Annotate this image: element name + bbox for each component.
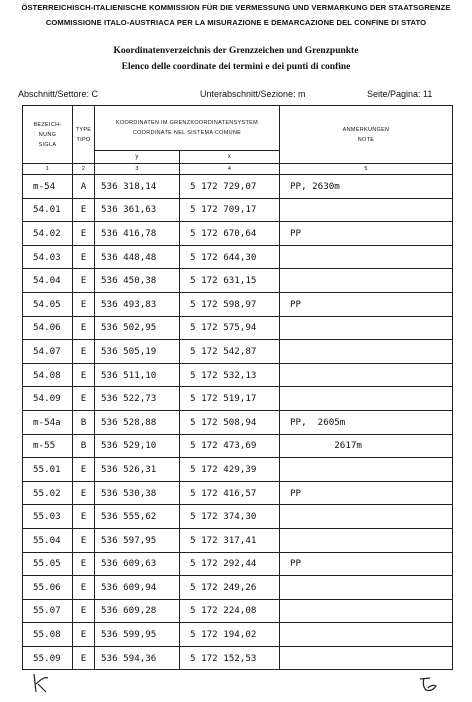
- cell-sigla: 54.04: [23, 269, 73, 293]
- cell-note: [280, 340, 453, 364]
- cell-x: 5 172 317,41: [180, 528, 280, 552]
- cell-note: [280, 269, 453, 293]
- tipo-label-it: TIPO: [76, 136, 91, 143]
- table-row: [23, 434, 453, 458]
- cell-x: 5 172 631,15: [180, 269, 280, 293]
- notes-label-it: NOTE: [357, 136, 375, 143]
- cell-tipo: E: [73, 292, 95, 316]
- cell-tipo: E: [73, 245, 95, 269]
- cell-sigla: 54.05: [23, 292, 73, 316]
- unterabschnitt-label: Unterabschnitt/Sezione: m: [200, 89, 306, 99]
- cell-x: 5 172 532,13: [180, 363, 280, 387]
- table-row: [23, 245, 453, 269]
- header-title-de: ÖSTERREICHISCH-ITALIENISCHE KOMMISSION FÜR DIE VERMESSUNG UND VERMARKUNG DER STAATSGRENZE: [21, 3, 451, 12]
- cell-tipo: B: [73, 434, 95, 458]
- cell-y: 536 609,94: [95, 576, 180, 600]
- column-header-x: x: [180, 151, 280, 164]
- cell-sigla: 55.02: [23, 481, 73, 505]
- table-body: [23, 175, 453, 670]
- subtitle-de: Koordinatenverzeichnis der Grenzzeichen und Grenzpunkte: [113, 46, 359, 56]
- cell-y: 536 530,38: [95, 481, 180, 505]
- sigla-label-de: BEZEICH-NUNG: [33, 121, 62, 138]
- cell-sigla: 54.09: [23, 387, 73, 411]
- cell-y: 536 594,36: [95, 646, 180, 670]
- cell-note: [280, 528, 453, 552]
- column-number-1: 1: [23, 164, 73, 175]
- cell-y: 536 318,14: [95, 175, 180, 199]
- cell-x: 5 172 224,08: [180, 599, 280, 623]
- cell-sigla: 55.08: [23, 623, 73, 647]
- sigla-label-it: SIGLA: [38, 141, 57, 148]
- cell-y: 536 528,88: [95, 410, 180, 434]
- column-header-coordinates: [95, 106, 280, 151]
- cell-note: [280, 245, 453, 269]
- table-row: [23, 528, 453, 552]
- cell-sigla: 54.01: [23, 198, 73, 222]
- column-number-3: 3: [95, 164, 180, 175]
- cell-y: 536 448,48: [95, 245, 180, 269]
- cell-sigla: 54.06: [23, 316, 73, 340]
- column-header-y: y: [95, 151, 180, 164]
- cell-tipo: E: [73, 646, 95, 670]
- cell-tipo: E: [73, 269, 95, 293]
- cell-tipo: E: [73, 316, 95, 340]
- coord-label-de: KOORDINATEN IM GRENZKOORDINATENSYSTEM: [116, 120, 258, 126]
- cell-note: [280, 646, 453, 670]
- signature-left: [30, 672, 52, 698]
- column-header-notes: [280, 106, 453, 164]
- cell-x: 5 172 575,94: [180, 316, 280, 340]
- column-number-5: 5: [280, 164, 453, 175]
- table-row: [23, 222, 453, 246]
- cell-y: 536 361,63: [95, 198, 180, 222]
- cell-x: 5 172 542,87: [180, 340, 280, 364]
- table-row: [23, 292, 453, 316]
- notes-label-de: ANMERKUNGEN: [342, 126, 390, 133]
- cell-y: 536 416,78: [95, 222, 180, 246]
- cell-tipo: A: [73, 175, 95, 199]
- cell-x: 5 172 729,07: [180, 175, 280, 199]
- cell-y: 536 522,73: [95, 387, 180, 411]
- table-row: [23, 576, 453, 600]
- table-row: [23, 175, 453, 199]
- coord-label-it: COORDINATE NEL SISTEMA COMUNE: [132, 130, 242, 136]
- cell-x: 5 172 194,02: [180, 623, 280, 647]
- table-row: [23, 552, 453, 576]
- table-row: [23, 269, 453, 293]
- cell-x: 5 172 598,97: [180, 292, 280, 316]
- cell-y: 536 493,83: [95, 292, 180, 316]
- cell-note: PP: [280, 292, 453, 316]
- cell-sigla: 54.07: [23, 340, 73, 364]
- page-number-label: Seite/Pagina: 11: [367, 89, 433, 99]
- signature-right: [418, 676, 440, 698]
- cell-y: 536 450,38: [95, 269, 180, 293]
- cell-tipo: E: [73, 363, 95, 387]
- cell-x: 5 172 473,69: [180, 434, 280, 458]
- cell-y: 536 597,95: [95, 528, 180, 552]
- cell-tipo: E: [73, 528, 95, 552]
- cell-tipo: E: [73, 198, 95, 222]
- cell-x: 5 172 670,64: [180, 222, 280, 246]
- cell-x: 5 172 374,30: [180, 505, 280, 529]
- cell-sigla: 54.02: [23, 222, 73, 246]
- cell-tipo: E: [73, 458, 95, 482]
- cell-sigla: m-54a: [23, 410, 73, 434]
- cell-sigla: 55.03: [23, 505, 73, 529]
- cell-note: [280, 387, 453, 411]
- cell-tipo: E: [73, 481, 95, 505]
- abschnitt-label: Abschnitt/Settore: C: [18, 89, 99, 99]
- cell-note: [280, 363, 453, 387]
- cell-note: [280, 599, 453, 623]
- cell-tipo: E: [73, 552, 95, 576]
- cell-x: 5 172 519,17: [180, 387, 280, 411]
- cell-note: [280, 198, 453, 222]
- cell-y: 536 502,95: [95, 316, 180, 340]
- cell-y: 536 609,63: [95, 552, 180, 576]
- cell-note: [280, 458, 453, 482]
- cell-tipo: E: [73, 599, 95, 623]
- cell-y: 536 505,19: [95, 340, 180, 364]
- cell-tipo: E: [73, 222, 95, 246]
- table-row: [23, 410, 453, 434]
- cell-x: 5 172 429,39: [180, 458, 280, 482]
- cell-sigla: 55.01: [23, 458, 73, 482]
- cell-tipo: B: [73, 410, 95, 434]
- cell-x: 5 172 292,44: [180, 552, 280, 576]
- cell-tipo: E: [73, 387, 95, 411]
- cell-y: 536 529,10: [95, 434, 180, 458]
- cell-y: 536 609,28: [95, 599, 180, 623]
- column-number-2: 2: [73, 164, 95, 175]
- table-row: [23, 599, 453, 623]
- table-row: [23, 363, 453, 387]
- table-row: [23, 646, 453, 670]
- cell-note: [280, 623, 453, 647]
- cell-sigla: 55.04: [23, 528, 73, 552]
- cell-note: PP: [280, 222, 453, 246]
- cell-note: PP, 2630m: [280, 175, 453, 199]
- cell-y: 536 511,10: [95, 363, 180, 387]
- cell-sigla: 55.09: [23, 646, 73, 670]
- cell-tipo: E: [73, 576, 95, 600]
- cell-tipo: E: [73, 623, 95, 647]
- table-row: [23, 387, 453, 411]
- cell-x: 5 172 152,53: [180, 646, 280, 670]
- cell-x: 5 172 416,57: [180, 481, 280, 505]
- table-row: [23, 198, 453, 222]
- table-row: [23, 623, 453, 647]
- cell-note: PP: [280, 481, 453, 505]
- cell-note: PP: [280, 552, 453, 576]
- cell-sigla: 55.07: [23, 599, 73, 623]
- header-title-it: COMMISSIONE ITALO-AUSTRIACA PER LA MISURAZIONE E DEMARCAZIONE DEL CONFINE DI STATO: [45, 18, 427, 27]
- cell-note: 2617m: [280, 434, 453, 458]
- subtitle-it: Elenco delle coordinate dei termini e dei punti di confine: [121, 62, 351, 72]
- cell-note: [280, 505, 453, 529]
- cell-x: 5 172 644,30: [180, 245, 280, 269]
- cell-tipo: E: [73, 505, 95, 529]
- coordinate-table: [22, 105, 453, 670]
- cell-x: 5 172 508,94: [180, 410, 280, 434]
- cell-sigla: m-55: [23, 434, 73, 458]
- cell-y: 536 526,31: [95, 458, 180, 482]
- table-row: [23, 316, 453, 340]
- cell-tipo: E: [73, 340, 95, 364]
- cell-y: 536 599,95: [95, 623, 180, 647]
- cell-sigla: 54.08: [23, 363, 73, 387]
- table-row: [23, 505, 453, 529]
- column-header-tipo: [73, 106, 95, 164]
- cell-note: PP, 2605m: [280, 410, 453, 434]
- column-header-sigla: [23, 106, 73, 164]
- table-row: [23, 458, 453, 482]
- cell-note: [280, 576, 453, 600]
- column-number-4: 4: [180, 164, 280, 175]
- cell-sigla: 55.05: [23, 552, 73, 576]
- cell-x: 5 172 249,26: [180, 576, 280, 600]
- cell-sigla: 54.03: [23, 245, 73, 269]
- cell-note: [280, 316, 453, 340]
- table-row: [23, 481, 453, 505]
- cell-sigla: m-54: [23, 175, 73, 199]
- tipo-label-de: TYPE: [75, 126, 92, 133]
- cell-x: 5 172 709,17: [180, 198, 280, 222]
- cell-sigla: 55.06: [23, 576, 73, 600]
- table-row: [23, 340, 453, 364]
- cell-y: 536 555,62: [95, 505, 180, 529]
